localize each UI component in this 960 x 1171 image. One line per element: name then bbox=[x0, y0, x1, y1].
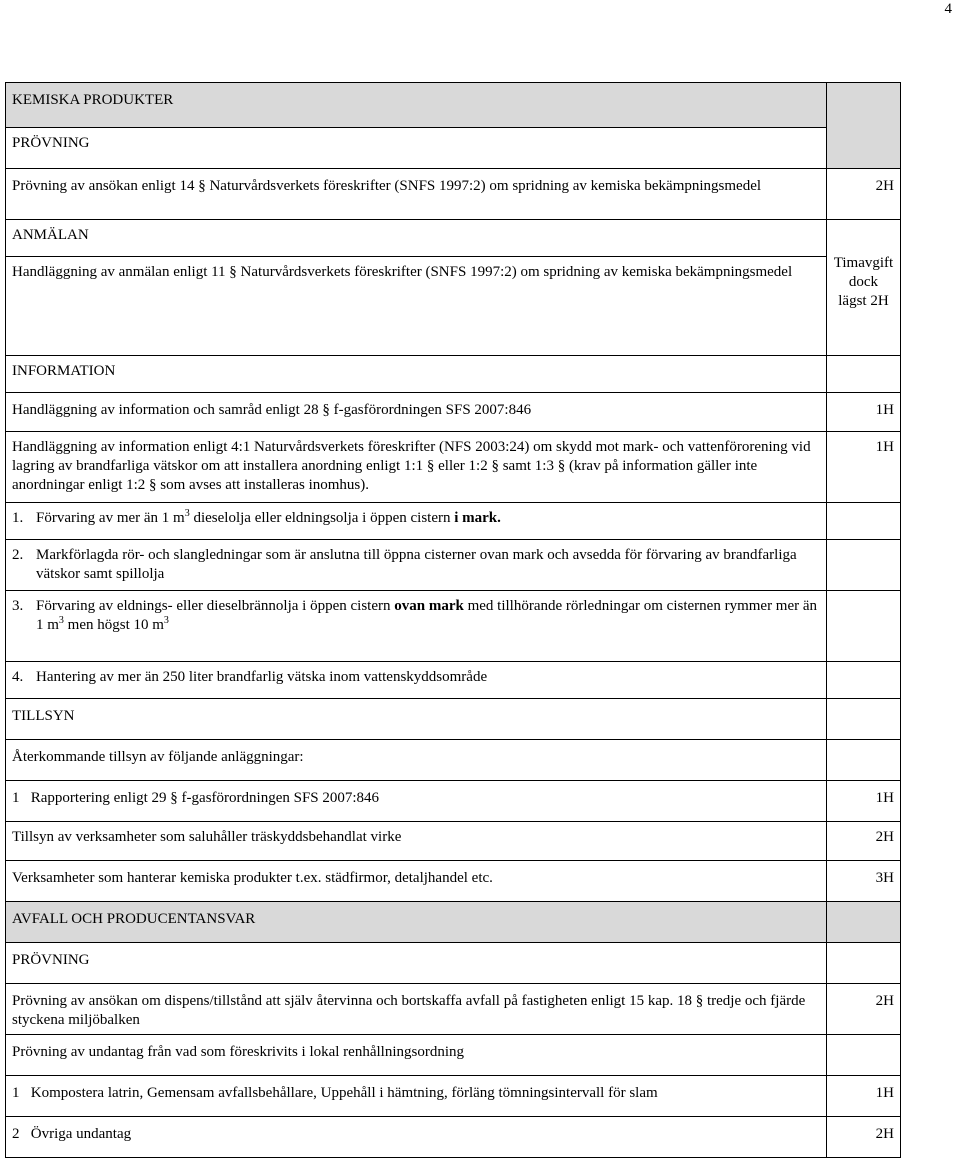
list-item bbox=[6, 540, 827, 591]
kemiska-verksamheter-text: Verksamheter som hanterar kemiska produkter t.ex. städfirmor, detaljhandel etc. bbox=[6, 861, 827, 902]
fee-value: 3H bbox=[826, 861, 900, 902]
table-row bbox=[6, 393, 901, 432]
table-row bbox=[6, 781, 901, 822]
item-text: Förvaring av eldnings- eller dieselbrännolja i öppen cistern ovan mark med tillhörande rörledningar om cisternen rymmer mer än 1 $m^3$ men högst 10 $m^3$ bbox=[36, 598, 818, 633]
table-row bbox=[6, 169, 901, 220]
fee-value: 1H bbox=[826, 432, 900, 503]
kompostera-text: 1 Kompostera latrin, Gemensam avfallsbehållare, Uppehåll i hämtning, förläng tömningsintervall för slam bbox=[6, 1076, 827, 1117]
table-row bbox=[6, 740, 901, 781]
table-row bbox=[6, 1117, 901, 1158]
empty-fee-cell bbox=[826, 943, 900, 984]
dispens-text: Prövning av ansökan om dispens/tillstånd att själv återvinna och bortskaffa avfall på fastigheten enligt 15 kap. 18 § tredje och fjärde styckena miljöbalken bbox=[6, 984, 827, 1035]
table-row bbox=[6, 257, 901, 356]
subheading-information: INFORMATION bbox=[6, 356, 827, 393]
table-row bbox=[6, 984, 901, 1035]
empty-fee-cell bbox=[826, 540, 900, 591]
provning-ansokan-text: Prövning av ansökan enligt 14 § Naturvårdsverkets föreskrifter (SNFS 1997:2) om spridning av kemiska bekämpningsmedel bbox=[6, 169, 827, 220]
empty-fee-cell bbox=[826, 699, 900, 740]
table-row bbox=[6, 1035, 901, 1076]
traskydd-text: Tillsyn av verksamheter som saluhåller träskyddsbehandlat virke bbox=[6, 822, 827, 861]
list-item bbox=[6, 662, 827, 699]
info-fgas-text: Handläggning av information och samråd enligt 28 § f-gasförordningen SFS 2007:846 bbox=[6, 393, 827, 432]
empty-fee-cell bbox=[826, 83, 900, 169]
table-row bbox=[6, 220, 901, 257]
subheading-provning: PRÖVNING bbox=[6, 128, 827, 169]
item-number: 2. bbox=[12, 547, 24, 563]
table-row bbox=[6, 83, 901, 128]
table-row bbox=[6, 356, 901, 393]
fee-value: 1H bbox=[826, 781, 900, 822]
fee-value: 2H bbox=[826, 822, 900, 861]
item-number: 4. bbox=[12, 669, 24, 685]
table-row bbox=[6, 943, 901, 984]
table-row bbox=[6, 861, 901, 902]
fee-value: 1H bbox=[826, 1076, 900, 1117]
fee-value: 2H bbox=[826, 169, 900, 220]
table-row bbox=[6, 540, 901, 591]
fee-value: 2H bbox=[826, 1117, 900, 1158]
fee-value: Timavgift dock lägst 2H bbox=[826, 220, 900, 356]
fee-table bbox=[5, 82, 901, 1158]
table-row bbox=[6, 591, 901, 662]
empty-fee-cell bbox=[826, 356, 900, 393]
list-item bbox=[6, 591, 827, 662]
empty-fee-cell bbox=[826, 740, 900, 781]
item-text: Markförlagda rör- och slangledningar som är anslutna till öppna cisterner ovan mark och avsedda för förvaring av brandfarliga vätskor samt spillolja bbox=[36, 547, 797, 582]
section-heading-kemiska: KEMISKA PRODUKTER bbox=[6, 83, 827, 128]
table-row bbox=[6, 822, 901, 861]
list-item bbox=[6, 503, 827, 540]
empty-fee-cell bbox=[826, 902, 900, 943]
section-heading-avfall: AVFALL OCH PRODUCENTANSVAR bbox=[6, 902, 827, 943]
table-row bbox=[6, 699, 901, 740]
ovriga-text: 2 Övriga undantag bbox=[6, 1117, 827, 1158]
table-row bbox=[6, 503, 901, 540]
fee-value: 1H bbox=[826, 393, 900, 432]
subheading-provning-avfall: PRÖVNING bbox=[6, 943, 827, 984]
item-number: 1. bbox=[12, 510, 24, 526]
fee-value: 2H bbox=[826, 984, 900, 1035]
empty-fee-cell bbox=[826, 591, 900, 662]
empty-fee-cell bbox=[826, 662, 900, 699]
info-nfs-text: Handläggning av information enligt 4:1 Naturvårdsverkets föreskrifter (NFS 2003:24) om skydd mot mark- och vattenförorening vid lagring av brandfarliga vätskor om att installera anordning enligt 1:1 § eller 1:2 § samt 1:3 § (krav på information gäller inte anordningar enligt 1:2 § som avses att installeras inomhus). bbox=[6, 432, 827, 503]
page-number: 4 bbox=[944, 1, 952, 17]
subheading-anmalan: ANMÄLAN bbox=[6, 220, 827, 257]
undantag-text: Prövning av undantag från vad som föreskrivits i lokal renhållningsordning bbox=[6, 1035, 827, 1076]
empty-fee-cell bbox=[826, 1035, 900, 1076]
table-row bbox=[6, 1076, 901, 1117]
aterkommande-text: Återkommande tillsyn av följande anläggningar: bbox=[6, 740, 827, 781]
rapportering-text: 1 Rapportering enligt 29 § f-gasförordningen SFS 2007:846 bbox=[6, 781, 827, 822]
table-row bbox=[6, 902, 901, 943]
item-text: Hantering av mer än 250 liter brandfarlig vätska inom vattenskyddsområde bbox=[36, 669, 488, 685]
item-text: Förvaring av mer än 1 $m^3$ dieselolja eller eldningsolja i öppen cistern i mark. bbox=[36, 508, 501, 526]
table-row bbox=[6, 128, 901, 169]
item-number: 3. bbox=[12, 598, 24, 614]
handlaggning-anmalan-text: Handläggning av anmälan enligt 11 § Naturvårdsverkets föreskrifter (SNFS 1997:2) om spridning av kemiska bekämpningsmedel bbox=[6, 257, 827, 356]
table-row bbox=[6, 432, 901, 503]
empty-fee-cell bbox=[826, 503, 900, 540]
table-row bbox=[6, 662, 901, 699]
subheading-tillsyn: TILLSYN bbox=[6, 699, 827, 740]
